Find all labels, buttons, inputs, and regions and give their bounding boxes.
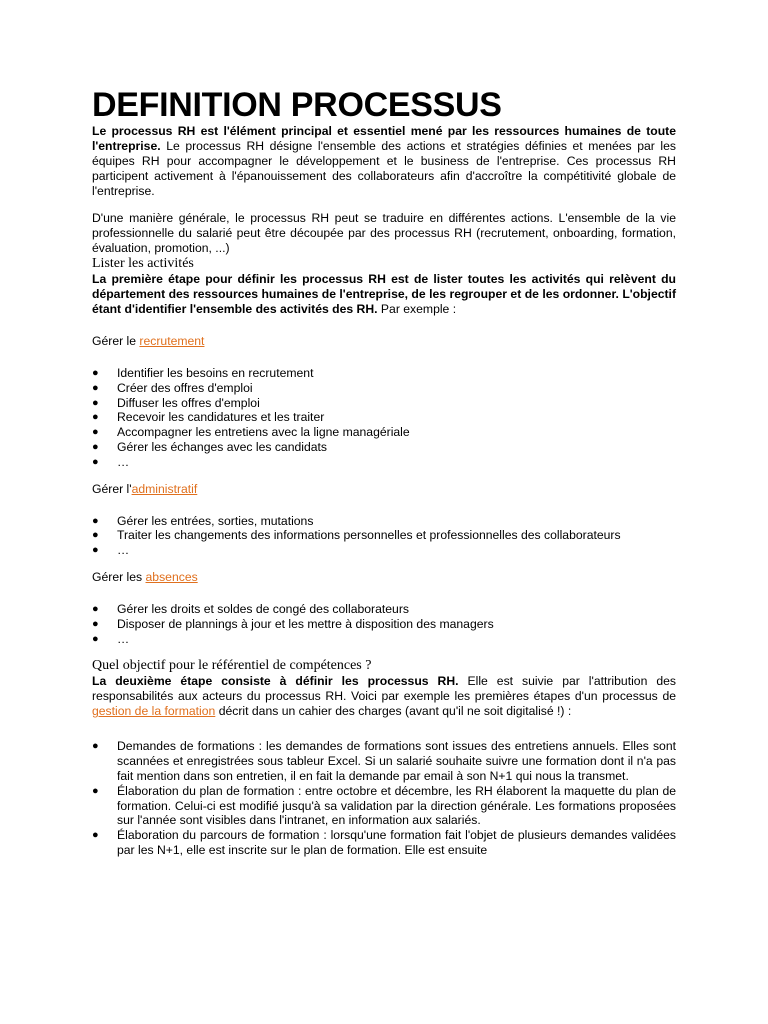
section2-text-before: Elle est suivie par l'attribution des responsabilités aux acteurs du processus RH. Voici par exemple les premières étapes d'un processus de (92, 674, 676, 704)
bullet-icon: ● (92, 514, 99, 527)
section2-bold: La deuxième étape consiste à définir les processus RH. (92, 674, 459, 689)
link-absences[interactable]: absences (145, 569, 198, 584)
bullet-icon: ● (92, 440, 99, 453)
list-item-text: Élaboration du parcours de formation : lorsqu'une formation fait l'objet de plusieurs demandes validées par les N+1, elle est inscrite sur le plan de formation. Elle est ensuite (117, 828, 676, 857)
intro-paragraph (92, 124, 676, 199)
list-administratif (92, 514, 676, 558)
document-content (92, 86, 676, 858)
section1-rest: Par exemple : (377, 302, 457, 316)
list-recrutement (92, 366, 676, 470)
list-item-text: … (117, 454, 130, 469)
bullet-icon: ● (92, 740, 99, 753)
list-item (92, 632, 676, 647)
group1-prefix: Gérer le (92, 334, 140, 348)
list-item-text: Traiter les changements des informations personnelles et professionnelles des collaborateurs (117, 528, 621, 543)
section2-text-after: décrit dans un cahier des charges (avant qu'il ne soit digitalisé !) : (215, 704, 572, 719)
list-item-text: Recevoir les candidatures et les traiter (117, 410, 325, 425)
group3-prefix: Gérer les (92, 569, 146, 584)
intro-bold: Le processus RH est l'élément principal et essentiel mené par les ressources humaines de toute l'entreprise. (92, 124, 676, 153)
list-item (92, 784, 676, 828)
list-item (92, 425, 676, 440)
list-item-text: Demandes de formations : les demandes de formations sont issues des entretiens annuels. Elles sont scannées et enregistrées sous tableur Excel. Si un salarié souhaite suivre une formation dont il n'a pas fait mention dans son entretien, il en fait la demande par email à son N+1 qui nous la transmet. (117, 739, 676, 783)
group-heading-recrutement (92, 334, 676, 349)
bullet-icon: ● (92, 396, 99, 409)
list-item (92, 410, 676, 425)
list-item (92, 828, 676, 858)
bullet-icon: ● (92, 632, 99, 645)
list-absences (92, 602, 676, 646)
bullet-icon: ● (92, 602, 99, 615)
bullet-icon: ● (92, 455, 99, 468)
section-heading-referentiel: Quel objectif pour le référentiel de compétences ? (92, 658, 372, 674)
list-item (92, 514, 676, 529)
bullet-icon: ● (92, 381, 99, 394)
list-formation-steps (92, 739, 676, 857)
list-item-text: Gérer les échanges avec les candidats (117, 439, 328, 454)
list-item-text: Gérer les droits et soldes de congé des collaborateurs (117, 601, 409, 616)
list-item-text: Disposer de plannings à jour et les mettre à disposition des managers (117, 616, 494, 631)
list-item-text: Accompagner les entretiens avec la ligne managériale (117, 425, 410, 440)
list-item-text: Gérer les entrées, sorties, mutations (117, 513, 314, 528)
list-item-text: … (117, 543, 130, 558)
paragraph-2: D'une manière générale, le processus RH peut se traduire en différentes actions. L'ensemble de la vie professionnelle du salarié peut être découpée par des processus RH (recrutement, onboarding, formation, évaluation, promotion, ...) (92, 211, 676, 255)
list-item-text: Identifier les besoins en recrutement (117, 366, 314, 380)
list-item (92, 396, 676, 411)
list-item-text: … (117, 631, 130, 646)
list-item (92, 440, 676, 455)
list-item (92, 543, 676, 558)
list-item (92, 455, 676, 470)
list-item (92, 739, 676, 783)
list-item-text: Créer des offres d'emploi (117, 380, 253, 395)
bullet-icon: ● (92, 544, 99, 557)
list-item (92, 617, 676, 632)
intro-rest: Le processus RH désigne l'ensemble des actions et stratégies définies et menées par les équipes RH pour accompagner le développement et le business de l'entreprise. Ces processus RH participent activement à l'épanouissement des collaborateurs afin d'accroître la compétitivité globale de l'entreprise. (92, 139, 676, 198)
section1-paragraph (92, 272, 676, 317)
section-heading-activities: Lister les activités (92, 256, 194, 271)
bullet-icon: ● (92, 829, 99, 842)
bullet-icon: ● (92, 529, 99, 542)
bullet-icon: ● (92, 784, 99, 797)
link-recrutement[interactable]: recrutement (139, 334, 205, 348)
bullet-icon: ● (92, 426, 99, 439)
group2-prefix: Gérer l' (92, 481, 132, 496)
group-heading-absences (92, 570, 676, 585)
bullet-icon: ● (92, 367, 99, 379)
link-gestion-formation[interactable]: gestion de la formation (92, 704, 216, 719)
list-item-text: Diffuser les offres d'emploi (117, 395, 260, 410)
list-item (92, 528, 676, 543)
bullet-icon: ● (92, 411, 99, 424)
list-item (92, 366, 676, 381)
list-item-text: Élaboration du plan de formation : entre octobre et décembre, les RH élaborent la maquette du plan de formation. Celui-ci est modifié jusqu'à sa validation par la direction générale. Les formations proposées sur l'année sont visibles dans l'intranet, en information aux salariés. (117, 783, 676, 828)
list-item (92, 602, 676, 617)
bullet-icon: ● (92, 617, 99, 630)
section2-paragraph (92, 674, 676, 719)
link-administratif[interactable]: administratif (131, 481, 198, 496)
group-heading-administratif (92, 482, 676, 497)
page-title: DEFINITION PROCESSUS (92, 86, 502, 124)
section1-bold: La première étape pour définir les processus RH est de lister toutes les activités qui relèvent du département des ressources humaines de l'entreprise, de les regrouper et de les ordonner. L'objectif étant d'identifier l'ensemble des activités des RH. (92, 272, 676, 316)
list-item (92, 381, 676, 396)
